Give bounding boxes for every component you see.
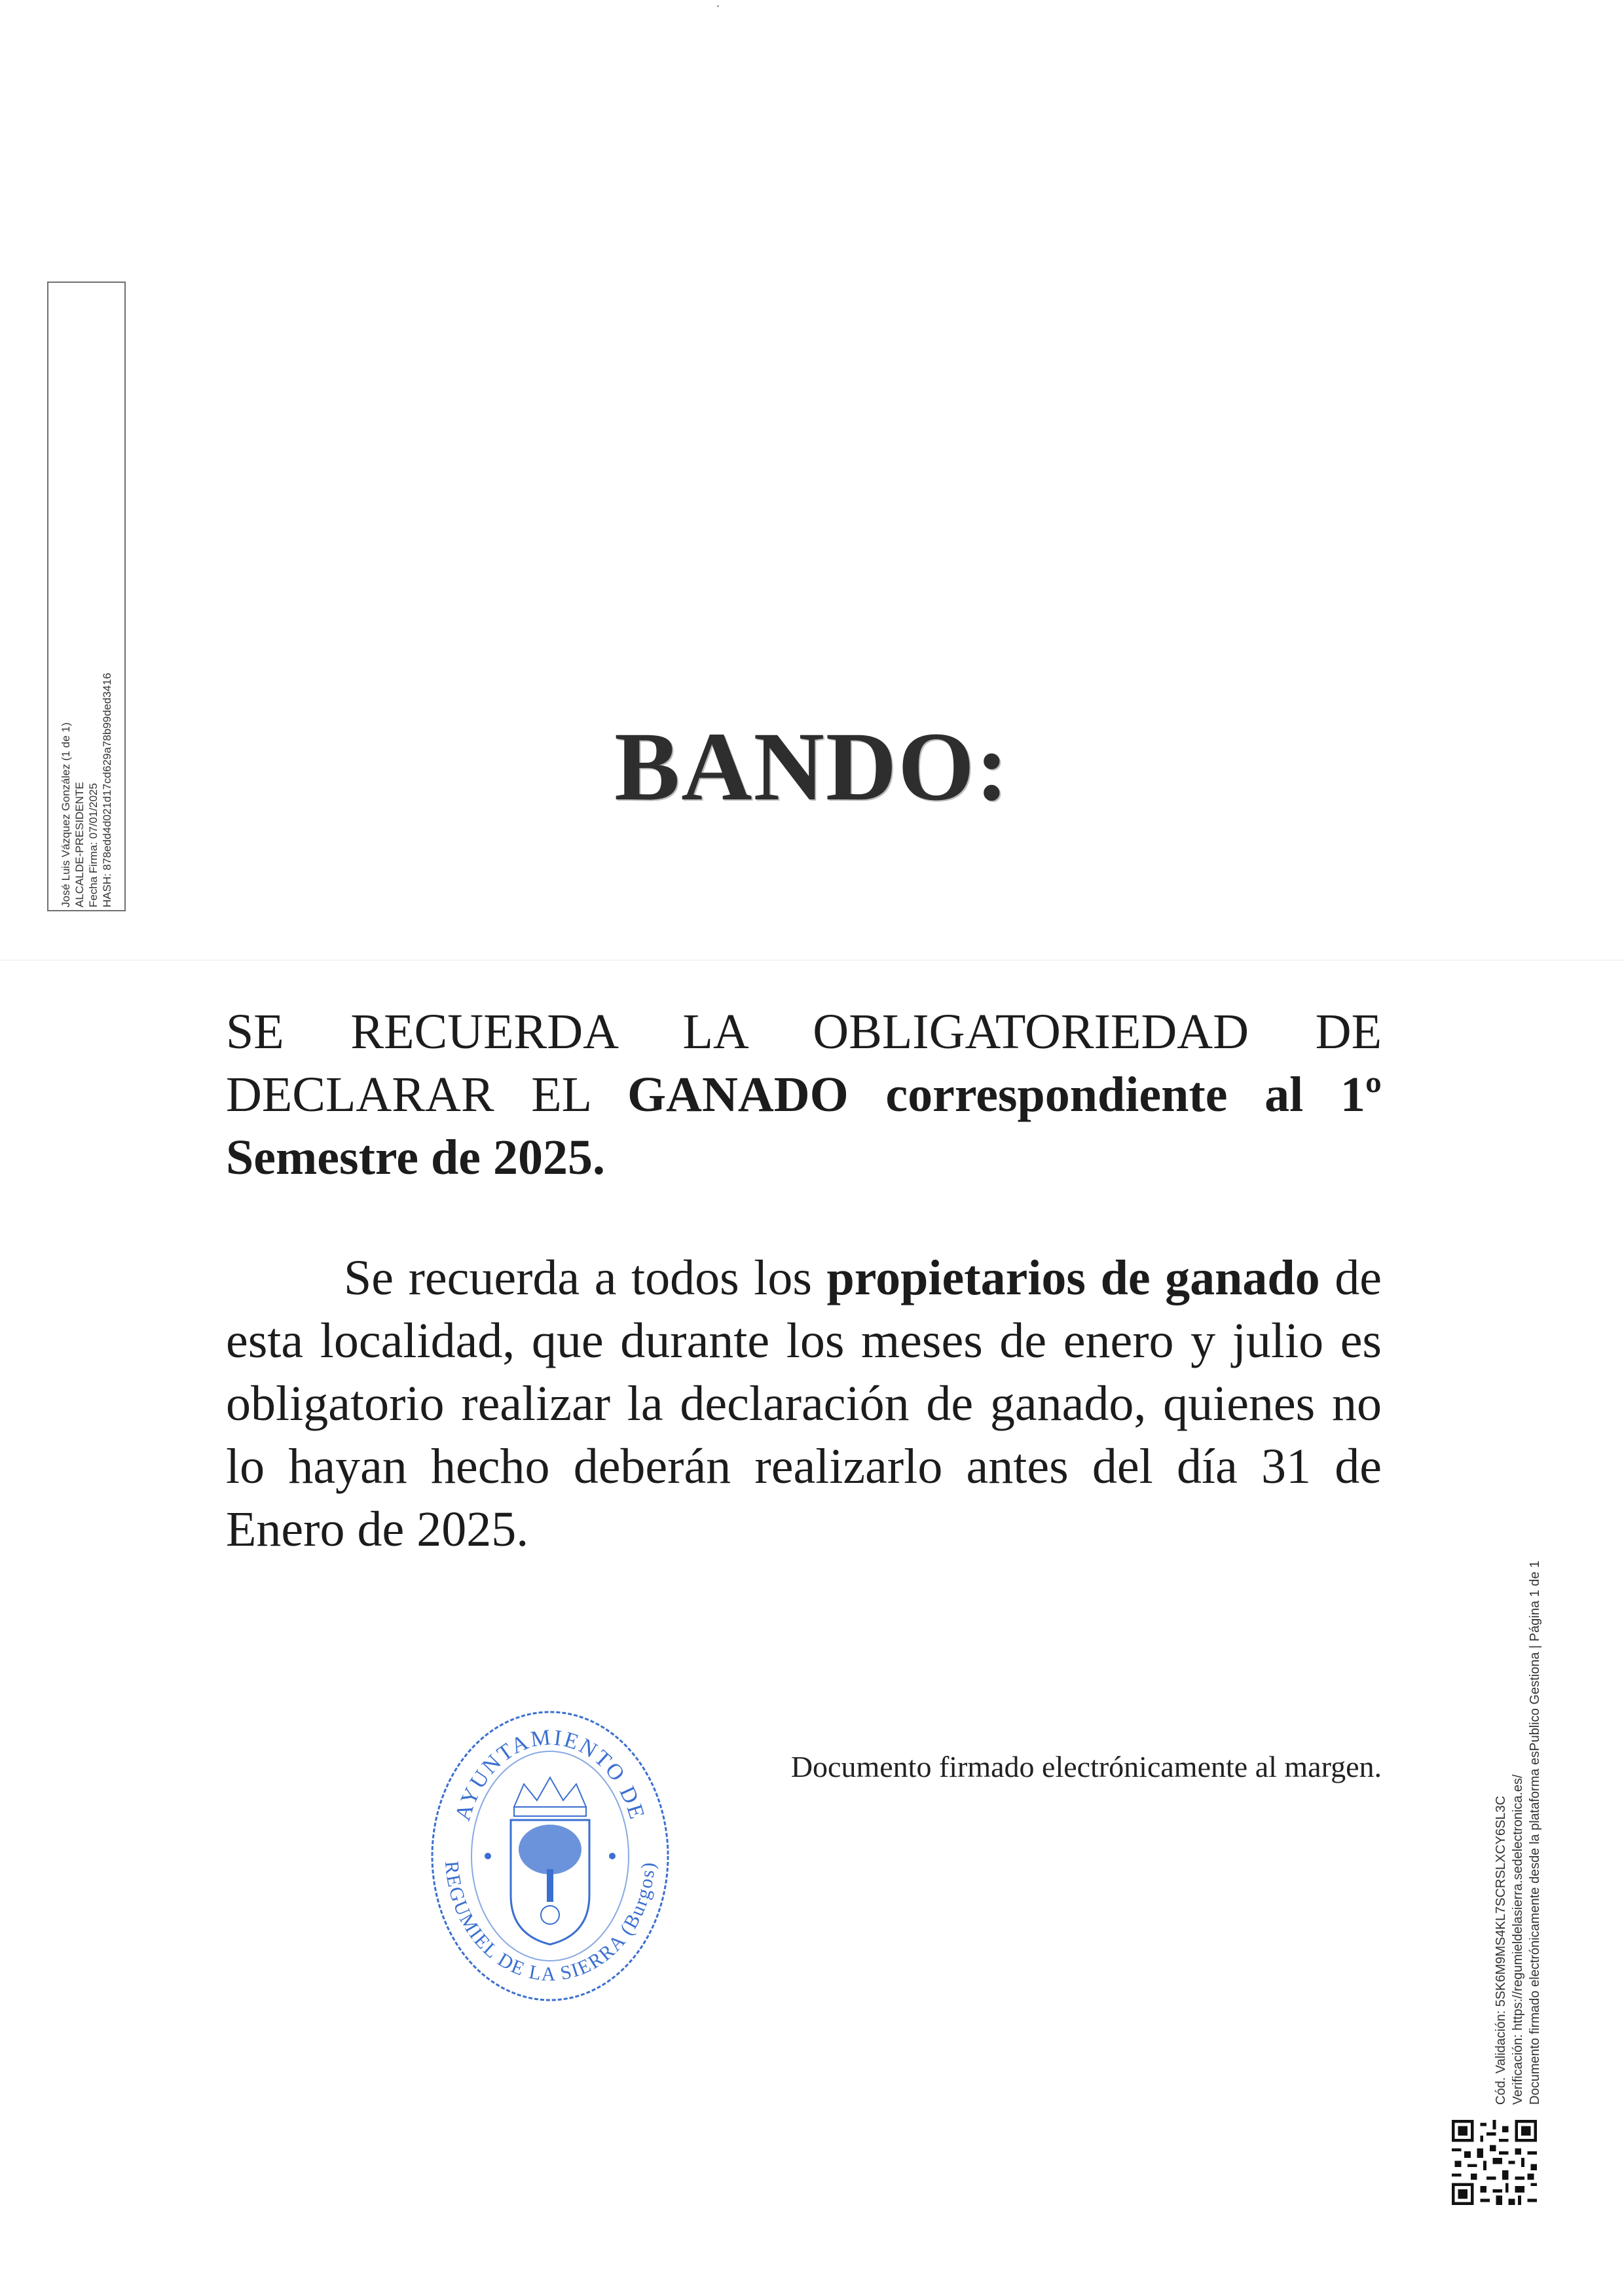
verification-strip [1485, 1421, 1551, 2108]
heading-normal-text: SE RECUERDA LA OBLIGATORIEDAD DE DECLARAR EL [226, 1004, 1382, 1122]
body-text-end: de esta localidad, que durante los meses de enero y julio es obligatorio realizar la declaración de ganado, quienes no lo hayan hecho deberán realizarlo antes del día 31 de Enero de 2025. [226, 1250, 1382, 1557]
heading-bold-text: GANADO correspondiente al 1º Semestre de 2025. [226, 1067, 1382, 1185]
signer-role: ALCALDE-PRESIDENTE [73, 782, 86, 907]
scan-speck [717, 5, 719, 7]
seal-star-right [609, 1853, 616, 1859]
seal-text-bottom: REGUMIEL DE LA SIERRA (Burgos) [440, 1860, 659, 1986]
verification-text [1492, 1424, 1543, 2105]
document-body [226, 1000, 1382, 1561]
platform-note: Documento firmado electrónicamente desde la plataforma esPublico Gestiona | Página 1 de 1 [1528, 1560, 1542, 2105]
signed-note: Documento firmado electrónicamente al margen. [790, 1750, 1382, 1783]
body-paragraph [226, 1247, 1382, 1561]
page-title: BANDO: [614, 712, 1010, 821]
heading-paragraph [226, 1000, 1382, 1189]
signature-date: Fecha Firma: 07/01/2025 [87, 783, 100, 907]
seal-text-top: AYUNTAMIENTO DE [451, 1724, 650, 1824]
crown-icon [514, 1777, 586, 1816]
verification-url: Verificación: https://regumieldelasierra.sedelectronica.es/ [1511, 1774, 1525, 2105]
body-text-start: Se recuerda a todos los [344, 1250, 827, 1305]
signer-name: José Luis Vázquez González (1 de 1) [60, 722, 72, 907]
municipal-seal [419, 1692, 681, 2020]
validation-code: Cód. Validación: 5SK6M9MS4KL7SCRSLXCY6SL3C [1494, 1795, 1508, 2105]
signature-hash: HASH: 878edd4d021d17cd629a78b99ded3416 [101, 672, 113, 907]
seal-star-left [485, 1853, 491, 1859]
qr-code-icon [1449, 2117, 1540, 2208]
body-bold-text: propietarios de ganado [826, 1250, 1320, 1305]
shield-tree-icon [511, 1820, 589, 1944]
